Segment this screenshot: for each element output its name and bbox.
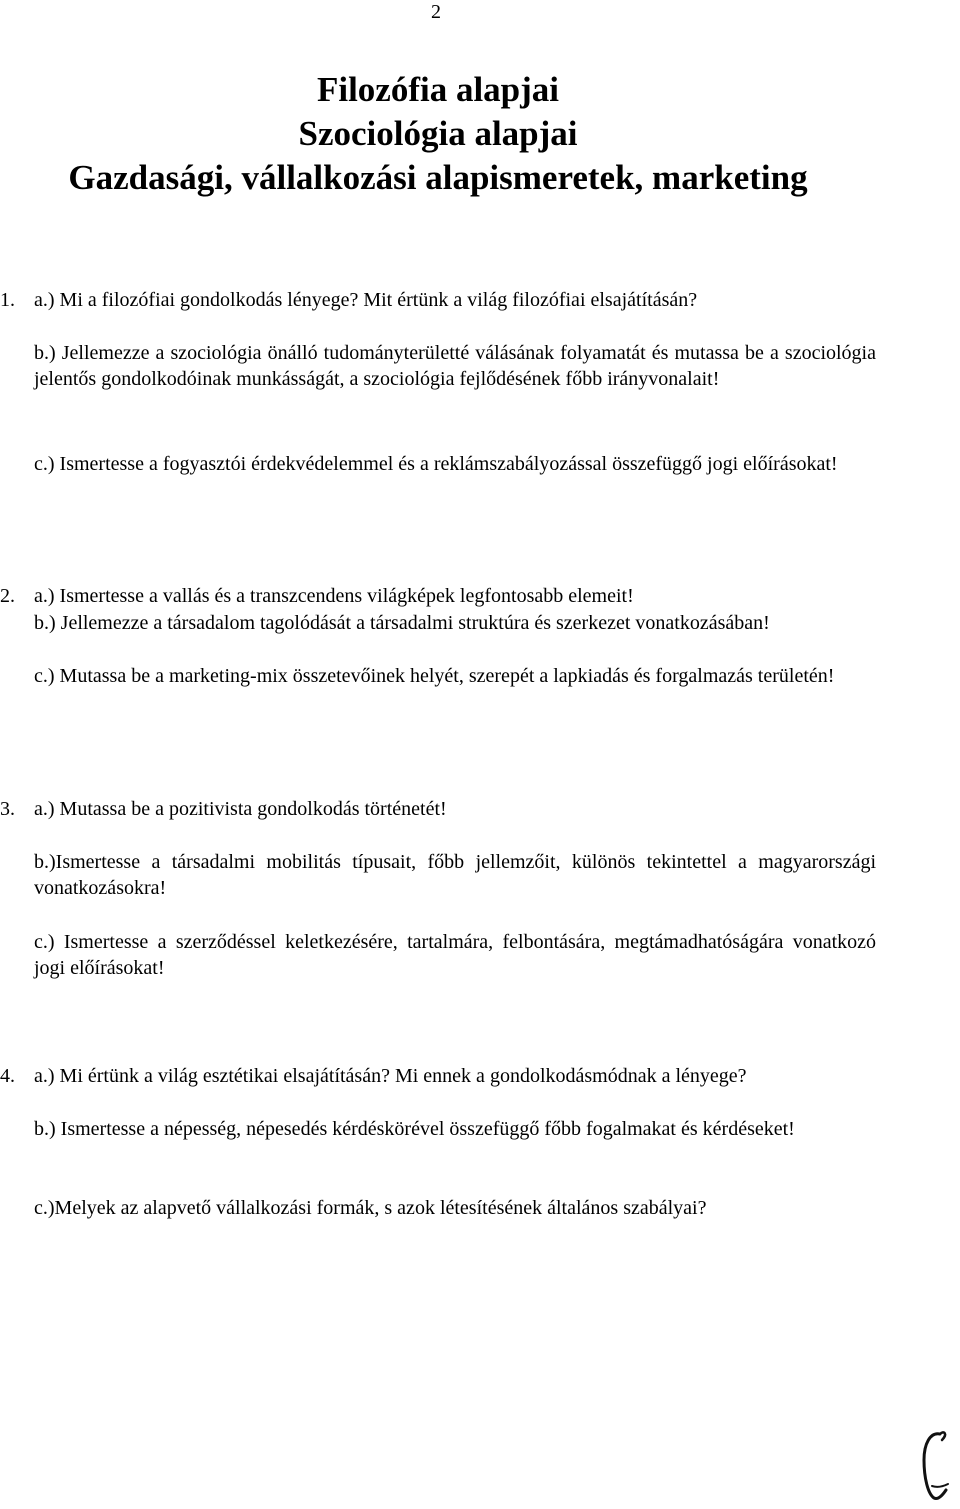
question-4-number: 4. — [0, 1065, 15, 1087]
document-titles — [0, 68, 876, 200]
question-4a: a.) Mi értünk a világ esztétikai elsajátításán? Mi ennek a gondolkodásmódnak a lényege? — [34, 1065, 747, 1087]
question-3b: b.)Ismertesse a társadalmi mobilitás típusait, főbb jellemzőit, különös tekintettel a magyarországi vonatkozásokra! — [34, 851, 876, 899]
question-2c: c.) Mutassa be a marketing-mix összetevőinek helyét, szerepét a lapkiadás és forgalmazás területén! — [34, 665, 835, 687]
title-economics: Gazdasági, vállalkozási alapismeretek, marketing — [68, 158, 808, 197]
question-2b: b.) Jellemezze a társadalom tagolódását a társadalmi struktúra és szerkezet vonatkozásában! — [34, 612, 770, 634]
question-1b: b.) Jellemezze a szociológia önálló tudományterületté válásának folyamatát és mutassa be a szociológia jelentős gondolkodóinak munkásságát, a szociológia fejlődésének főbb irányvonalait! — [34, 342, 876, 390]
question-1-number: 1. — [0, 289, 15, 311]
question-3a: a.) Mutassa be a pozitivista gondolkodás történetét! — [34, 798, 447, 820]
question-4b: b.) Ismertesse a népesség, népesedés kérdéskörével összefüggő főbb fogalmakat és kérdéseket! — [34, 1118, 795, 1140]
question-1c: c.) Ismertesse a fogyasztói érdekvédelemmel és a reklámszabályozással összefüggő jogi előírásokat! — [34, 453, 838, 475]
question-2a: a.) Ismertesse a vallás és a transzcendens világképek legfontosabb elemeit! — [34, 585, 634, 607]
handwritten-mark-icon — [918, 1428, 954, 1504]
question-3c: c.) Ismertesse a szerződéssel keletkezésére, tartalmára, felbontására, megtámadhatóságára vonatkozó jogi előírásokat! — [34, 931, 876, 979]
title-philosophy: Filozófia alapjai — [316, 70, 560, 109]
question-2-number: 2. — [0, 585, 15, 607]
title-sociology: Szociológia alapjai — [298, 114, 578, 153]
question-3-number: 3. — [0, 798, 15, 820]
question-1a: a.) Mi a filozófiai gondolkodás lényege? Mit értünk a világ filozófiai elsajátításán? — [34, 289, 698, 311]
question-4c: c.)Melyek az alapvető vállalkozási formák, s azok létesítésének általános szabályai? — [34, 1197, 707, 1219]
page-number: 2 — [431, 1, 441, 23]
